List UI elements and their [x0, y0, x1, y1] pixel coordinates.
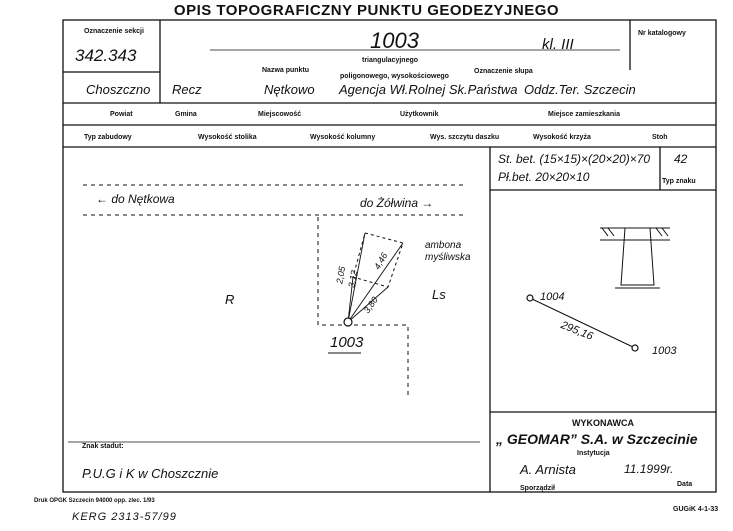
- executor-date: 11.1999r.: [624, 462, 674, 476]
- dist-205: 2,05: [334, 265, 348, 285]
- wys-krzyza-label: Wysokość krzyża: [533, 134, 591, 141]
- executor-label: WYKONAWCA: [572, 418, 634, 428]
- form-code: GUGiK 4-1-33: [673, 506, 719, 513]
- type-label-1: triangulacyjnego: [362, 57, 419, 64]
- ambona-label: ambona: [425, 240, 462, 251]
- class-value: kl. III: [542, 36, 574, 53]
- land-ls-label: Ls: [432, 287, 446, 302]
- point-1004-label: 1004: [540, 291, 565, 303]
- typ-zabudowy-label: Typ zabudowy: [84, 134, 132, 141]
- dist-380: 3,80: [361, 294, 380, 316]
- print-info: Druk OPGK Szczecin 94000 opp. zlec. 1/93: [34, 498, 155, 504]
- sporzadzil-label: Sporządził: [520, 485, 556, 492]
- section-value: 342.343: [75, 46, 137, 65]
- sketch-point-label: 1003: [330, 334, 364, 351]
- source-label: Znak stadut:: [82, 443, 124, 450]
- catalog-label: Nr katalogowy: [638, 30, 686, 37]
- source-value: P.U.G i K w Choszcznie: [82, 466, 219, 481]
- point-marker: [344, 318, 352, 326]
- wys-szczytu-label: Wys. szczytu daszku: [430, 134, 500, 141]
- gmina-label: Gmina: [175, 111, 197, 118]
- institution-label: Instytucja: [577, 450, 610, 457]
- mysliwska-label: myśliwska: [425, 252, 471, 263]
- point-1004-marker: [527, 295, 533, 301]
- uzytkownik-label: Użytkownik: [400, 111, 439, 118]
- distance-label: 295,16: [558, 319, 595, 343]
- executor-person: A. Arnista: [520, 462, 576, 477]
- uzytkownik-value: Agencja Wł.Rolnej Sk.Państwa: [339, 82, 518, 97]
- zamieszkania-value: Oddz.Ter. Szczecin: [524, 82, 636, 97]
- type-label-2: poligonowego, wysokościowego: [340, 73, 449, 80]
- powiat-value: Choszczno: [86, 82, 151, 97]
- type-label: Typ znaku: [662, 178, 696, 185]
- marker-diagram: [490, 190, 716, 412]
- kerg-number: KERG 2313-57/99: [72, 511, 177, 523]
- miejscowosc-label: Miejscowość: [258, 111, 302, 118]
- point-number: 1003: [370, 28, 419, 53]
- miejscowosc-value: Nętkowo: [264, 82, 315, 97]
- st-bet-value: St. bet. (15×15)×(20×20)×70: [498, 152, 651, 166]
- point-1003-marker: [632, 345, 638, 351]
- wys-kolumny-label: Wysokość kolumny: [310, 134, 376, 141]
- wys-stolika-label: Wysokość stolika: [198, 134, 257, 141]
- gmina-value: Recz: [172, 82, 202, 97]
- type-number: 42: [674, 152, 688, 166]
- executor-company: „ GEOMAR” S.A. w Szczecinie: [496, 431, 698, 447]
- zamieszkania-label: Miejsce zamieszkania: [548, 111, 620, 118]
- section-label: Oznaczenie sekcji: [84, 28, 144, 35]
- land-r-label: R: [225, 292, 235, 307]
- pillar-label: Oznaczenie słupa: [474, 68, 533, 75]
- pl-bet-value: Pł.bet. 20×20×10: [498, 170, 590, 184]
- powiat-label: Powiat: [110, 111, 133, 118]
- dist-446: 4,46: [372, 250, 390, 272]
- dist-312: 3,12: [346, 269, 360, 289]
- to-zolwina-label: do Żółwina →: [360, 196, 434, 210]
- data-label: Data: [677, 481, 693, 488]
- form-title: OPIS TOPOGRAFICZNY PUNKTU GEODEZYJNEGO: [173, 2, 560, 19]
- name-label: Nazwa punktu: [262, 67, 310, 74]
- point-1003-label: 1003: [652, 345, 677, 357]
- sygn-label: Stoh: [652, 134, 668, 141]
- to-netkowa-label: ← do Nętkowa: [96, 192, 175, 206]
